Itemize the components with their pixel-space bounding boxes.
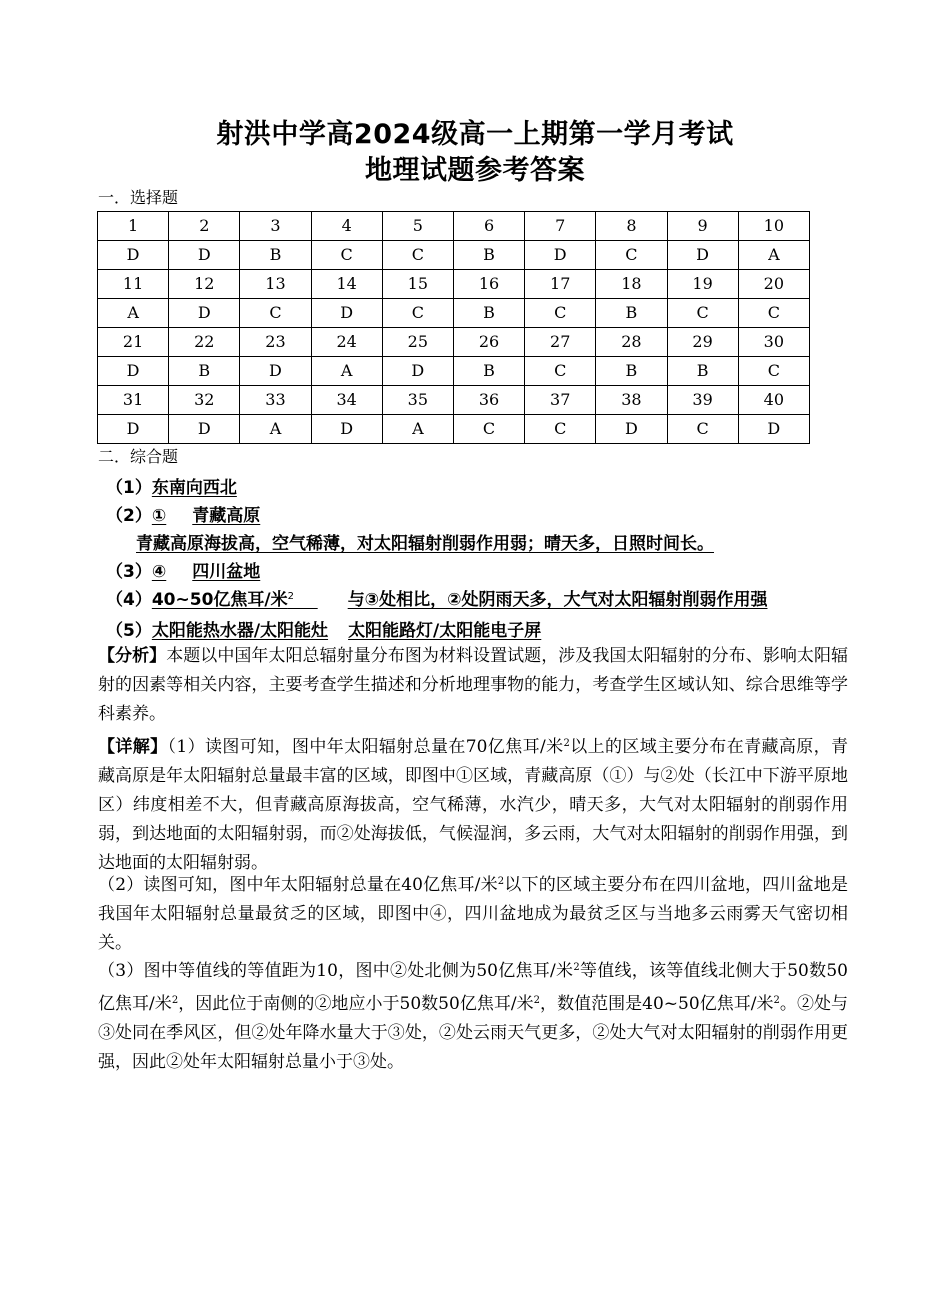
answer-cell: A: [98, 299, 169, 328]
answer-cell: D: [169, 299, 240, 328]
q2-mark: ①: [151, 506, 167, 526]
q1-number: （1）: [106, 478, 152, 498]
answer-row: [98, 415, 810, 444]
section-choice-heading: 一．选择题: [98, 188, 179, 207]
question-number-cell: 36: [453, 386, 524, 415]
answer-cell: D: [169, 241, 240, 270]
q3-answer: 四川盆地: [192, 562, 261, 582]
answer-cell: D: [667, 241, 738, 270]
question-number-cell: 9: [667, 212, 738, 241]
answer-row: [98, 241, 810, 270]
answer-cell: D: [596, 415, 667, 444]
q5-number: （5）: [106, 621, 152, 641]
q4-superscript: 2: [287, 591, 294, 602]
analysis-paragraph: [98, 642, 848, 729]
answer-cell: B: [596, 299, 667, 328]
analysis-label: 【分析】: [98, 646, 167, 666]
answer-cell: D: [98, 415, 169, 444]
question-number-cell: 21: [98, 328, 169, 357]
question-number-cell: 38: [596, 386, 667, 415]
question-number-cell: 30: [738, 328, 809, 357]
answer-q1: [106, 473, 237, 498]
answer-cell: C: [738, 357, 809, 386]
answer-cell: D: [98, 357, 169, 386]
answer-cell: C: [667, 415, 738, 444]
q4-answer: 40~50亿焦耳/米: [151, 590, 288, 610]
answer-row: [98, 357, 810, 386]
q2-answer: 青藏高原: [192, 506, 261, 526]
answer-cell: D: [311, 415, 382, 444]
answer-cell: D: [738, 415, 809, 444]
question-number-cell: 4: [311, 212, 382, 241]
document-title: 射洪中学高2024级高一上期第一学月考试: [216, 119, 734, 150]
question-number-cell: 22: [169, 328, 240, 357]
answer-cell: C: [453, 415, 524, 444]
question-number-cell: 37: [525, 386, 596, 415]
answer-q5: [106, 616, 541, 641]
q2-number: （2）: [106, 506, 152, 526]
answer-cell: C: [525, 357, 596, 386]
question-number-cell: 18: [596, 270, 667, 299]
question-number-cell: 8: [596, 212, 667, 241]
answer-cell: C: [311, 241, 382, 270]
section-comprehensive-heading: 二．综合题: [98, 447, 179, 466]
question-number-row: [98, 386, 810, 415]
answer-cell: C: [525, 415, 596, 444]
question-number-cell: 15: [382, 270, 453, 299]
question-number-cell: 31: [98, 386, 169, 415]
question-number-cell: 17: [525, 270, 596, 299]
answer-cell: A: [240, 415, 311, 444]
question-number-cell: 34: [311, 386, 382, 415]
detail-paragraph-1: 【详解】（1）读图可知，图中年太阳辐射总量在70亿焦耳/米$^2$以上的区域主要分布在青藏高原，青藏高原是年太阳辐射总量最丰富的区域，即图中①区域，青藏高原（①）与②处（长江中下游平原地区）纬度相差不大，但青藏高原海拔高，空气稀薄，水汽少，晴天多，大气对太阳辐射的削弱作用弱，到达地面的太阳辐射弱，而②处海拔低，气候湿润，多云雨，大气对太阳辐射的削弱作用强，到达地面的太阳辐射弱。: [98, 737, 849, 873]
question-number-cell: 33: [240, 386, 311, 415]
question-number-cell: 40: [738, 386, 809, 415]
answer-cell: B: [240, 241, 311, 270]
q5-answer-2: 太阳能路灯/太阳能电子屏: [348, 621, 542, 641]
question-number-cell: 39: [667, 386, 738, 415]
answer-q4: [106, 585, 767, 610]
answer-cell: B: [596, 357, 667, 386]
question-number-cell: 20: [738, 270, 809, 299]
answer-q2: [106, 501, 260, 526]
question-number-cell: 26: [453, 328, 524, 357]
question-number-row: [98, 328, 810, 357]
question-number-cell: 29: [667, 328, 738, 357]
answer-cell: A: [738, 241, 809, 270]
answer-row: [98, 299, 810, 328]
question-number-cell: 35: [382, 386, 453, 415]
answer-table: [97, 211, 810, 444]
answer-cell: A: [311, 357, 382, 386]
answer-cell: C: [596, 241, 667, 270]
answer-cell: B: [453, 357, 524, 386]
question-number-cell: 2: [169, 212, 240, 241]
question-number-cell: 13: [240, 270, 311, 299]
detail-paragraph-3: （3）图中等值线的等值距为10，图中②处北侧为50亿焦耳/米$^2$等值线，该等值线北侧大于50数50亿焦耳/米$^2$，因此位于南侧的②地应小于50数50亿焦耳/米$^2$，数值范围是40~50亿焦耳/米$^2$。②处与③处同在季风区，但②处年降水量大于③处，②处云雨天气更多，②处大气对太阳辐射的削弱作用更强，因此②处年太阳辐射总量小于③处。: [98, 961, 848, 1072]
answer-cell: C: [382, 241, 453, 270]
q2-reason: 青藏高原海拔高，空气稀薄，对太阳辐射削弱作用弱；晴天多，日照时间长。: [136, 534, 714, 554]
question-number-row: [98, 212, 810, 241]
question-number-cell: 3: [240, 212, 311, 241]
answer-cell: D: [240, 357, 311, 386]
question-number-cell: 28: [596, 328, 667, 357]
answer-cell: D: [169, 415, 240, 444]
answer-cell: D: [382, 357, 453, 386]
answer-cell: C: [667, 299, 738, 328]
question-number-cell: 32: [169, 386, 240, 415]
question-number-cell: 1: [98, 212, 169, 241]
question-number-cell: 25: [382, 328, 453, 357]
q3-mark: ④: [151, 562, 167, 582]
question-number-cell: 16: [453, 270, 524, 299]
answer-cell: C: [240, 299, 311, 328]
answer-cell: C: [738, 299, 809, 328]
question-number-cell: 19: [667, 270, 738, 299]
q5-answer-1: 太阳能热水器/太阳能灶: [151, 621, 329, 641]
answer-q2-reason: [136, 529, 714, 554]
question-number-cell: 7: [525, 212, 596, 241]
answer-cell: B: [169, 357, 240, 386]
question-number-cell: 6: [453, 212, 524, 241]
q1-answer: 东南向西北: [151, 478, 237, 498]
answer-cell: D: [311, 299, 382, 328]
answer-q3: [106, 557, 260, 582]
question-number-cell: 14: [311, 270, 382, 299]
answer-cell: B: [453, 299, 524, 328]
q4-reason: 与③处相比，②处阴雨天多，大气对太阳辐射削弱作用强: [347, 590, 768, 610]
question-number-cell: 24: [311, 328, 382, 357]
analysis-text: 本题以中国年太阳总辐射量分布图为材料设置试题，涉及我国太阳辐射的分布、影响太阳辐射的因素等相关内容，主要考查学生描述和分析地理事物的能力，考查学生区域认知、综合思维等学科素养。: [98, 646, 848, 724]
document-subtitle: 地理试题参考答案: [365, 155, 585, 186]
question-number-cell: 12: [169, 270, 240, 299]
answer-cell: D: [98, 241, 169, 270]
answer-cell: B: [453, 241, 524, 270]
question-number-cell: 5: [382, 212, 453, 241]
question-number-cell: 23: [240, 328, 311, 357]
q3-number: （3）: [106, 562, 152, 582]
question-number-cell: 11: [98, 270, 169, 299]
detail-paragraph-2: （2）读图可知，图中年太阳辐射总量在40亿焦耳/米$^2$以下的区域主要分布在四川盆地，四川盆地是我国年太阳辐射总量最贫乏的区域，即图中④，四川盆地成为最贫乏区与当地多云雨雾天气密切相关。: [98, 875, 848, 953]
question-number-cell: 10: [738, 212, 809, 241]
answer-cell: D: [525, 241, 596, 270]
question-number-cell: 27: [525, 328, 596, 357]
detail-label: 【详解】: [98, 737, 168, 757]
answer-cell: B: [667, 357, 738, 386]
answer-cell: C: [382, 299, 453, 328]
answer-cell: A: [382, 415, 453, 444]
answer-cell: C: [525, 299, 596, 328]
question-number-row: [98, 270, 810, 299]
q4-number: （4）: [106, 590, 152, 610]
